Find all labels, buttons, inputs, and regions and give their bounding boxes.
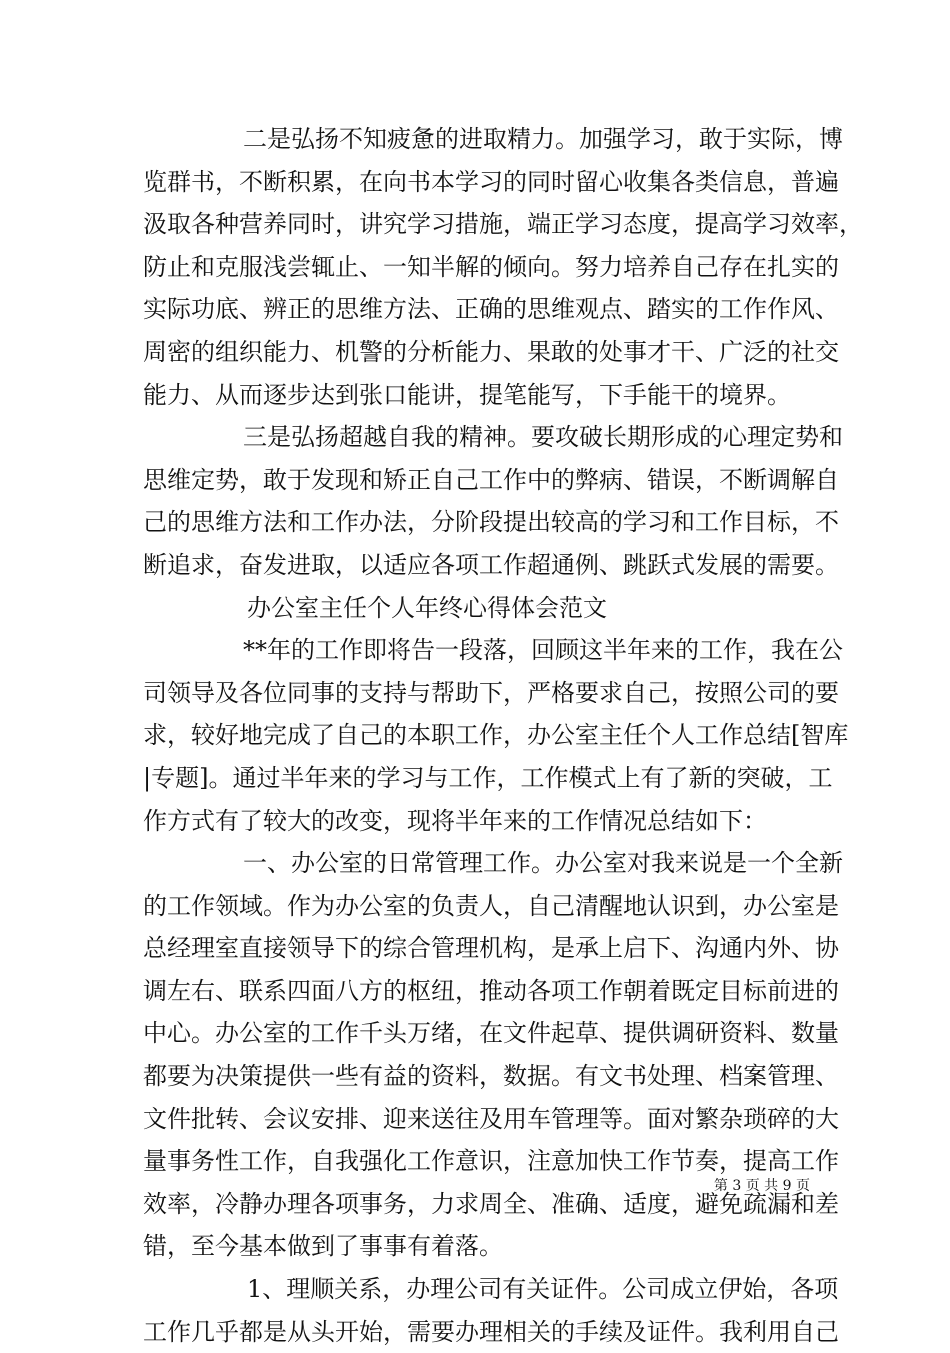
text-line: 中心。办公室的工作千头万绪，在文件起草、提供调研资料、数量 xyxy=(143,1019,839,1048)
document-body xyxy=(143,118,863,1353)
text-line: 汲取各种营养同时，讲究学习措施，端正学习态度，提高学习效率， xyxy=(143,210,863,239)
text-line: 效率，冷静办理各项事务，力求周全、准确、适度，避免疏漏和差 xyxy=(143,1189,839,1218)
text-line: 调左右、联系四面八方的枢纽，推动各项工作朝着既定目标前进的 xyxy=(143,976,839,1005)
text-line: 三是弘扬超越自我的精神。要攻破长期形成的心理定势和 xyxy=(243,423,843,452)
text-line: 工作几乎都是从头开始，需要办理相关的手续及证件。我利用自己 xyxy=(143,1317,839,1346)
text-line: 思维定势，敢于发现和矫正自己工作中的弊病、错误，不断调解自 xyxy=(143,465,839,494)
text-line: 都要为决策提供一些有益的资料，数据。有文书处理、档案管理、 xyxy=(143,1062,839,1091)
text-line: 求，较好地完成了自己的本职工作，办公室主任个人工作总结[智库 xyxy=(143,721,849,750)
text-line: 周密的组织能力、机警的分析能力、果敢的处事才干、广泛的社交 xyxy=(143,337,839,366)
text-line: |专题]。通过半年来的学习与工作，工作模式上有了新的突破，工 xyxy=(143,763,833,792)
text-line: 己的思维方法和工作办法，分阶段提出较高的学习和工作目标，不 xyxy=(143,508,839,537)
text-line: 能力、从而逐步达到张口能讲，提笔能写，下手能干的境界。 xyxy=(143,380,791,409)
text-line: 司领导及各位同事的支持与帮助下，严格要求自己，按照公司的要 xyxy=(143,678,839,707)
text-line: 一、办公室的日常管理工作。办公室对我来说是一个全新 xyxy=(243,849,843,878)
text-line: 1、理顺关系，办理公司有关证件。公司成立伊始，各项 xyxy=(247,1275,839,1304)
text-line: 作方式有了较大的改变，现将半年来的工作情况总结如下： xyxy=(143,806,767,835)
text-line: 量事务性工作，自我强化工作意识，注意加快工作节奏，提高工作 xyxy=(143,1147,839,1176)
text-line: 文件批转、会议安排、迎来送往及用车管理等。面对繁杂琐碎的大 xyxy=(143,1104,839,1133)
text-line: 览群书，不断积累，在向书本学习的同时留心收集各类信息，普遍 xyxy=(143,167,839,196)
text-line: 实际功底、辨正的思维方法、正确的思维观点、踏实的工作作风、 xyxy=(143,295,839,324)
text-line: 办公室主任个人年终心得体会范文 xyxy=(247,593,607,622)
text-line: **年的工作即将告一段落，回顾这半年来的工作，我在公 xyxy=(243,636,843,665)
text-line: 总经理室直接领导下的综合管理机构，是承上启下、沟通内外、协 xyxy=(143,934,839,963)
text-line: 防止和克服浅尝辄止、一知半解的倾向。努力培养自己存在扎实的 xyxy=(143,252,839,281)
page-number-footer: 第 3 页 共 9 页 xyxy=(713,1178,810,1194)
text-line: 断追求，奋发进取，以适应各项工作超通例、跳跃式发展的需要。 xyxy=(143,550,839,579)
text-line: 错，至今基本做到了事事有着落。 xyxy=(143,1232,503,1261)
text-line: 二是弘扬不知疲惫的进取精力。加强学习，敢于实际，博 xyxy=(243,125,843,153)
text-line: 的工作领域。作为办公室的负责人，自己清醒地认识到，办公室是 xyxy=(143,891,839,920)
